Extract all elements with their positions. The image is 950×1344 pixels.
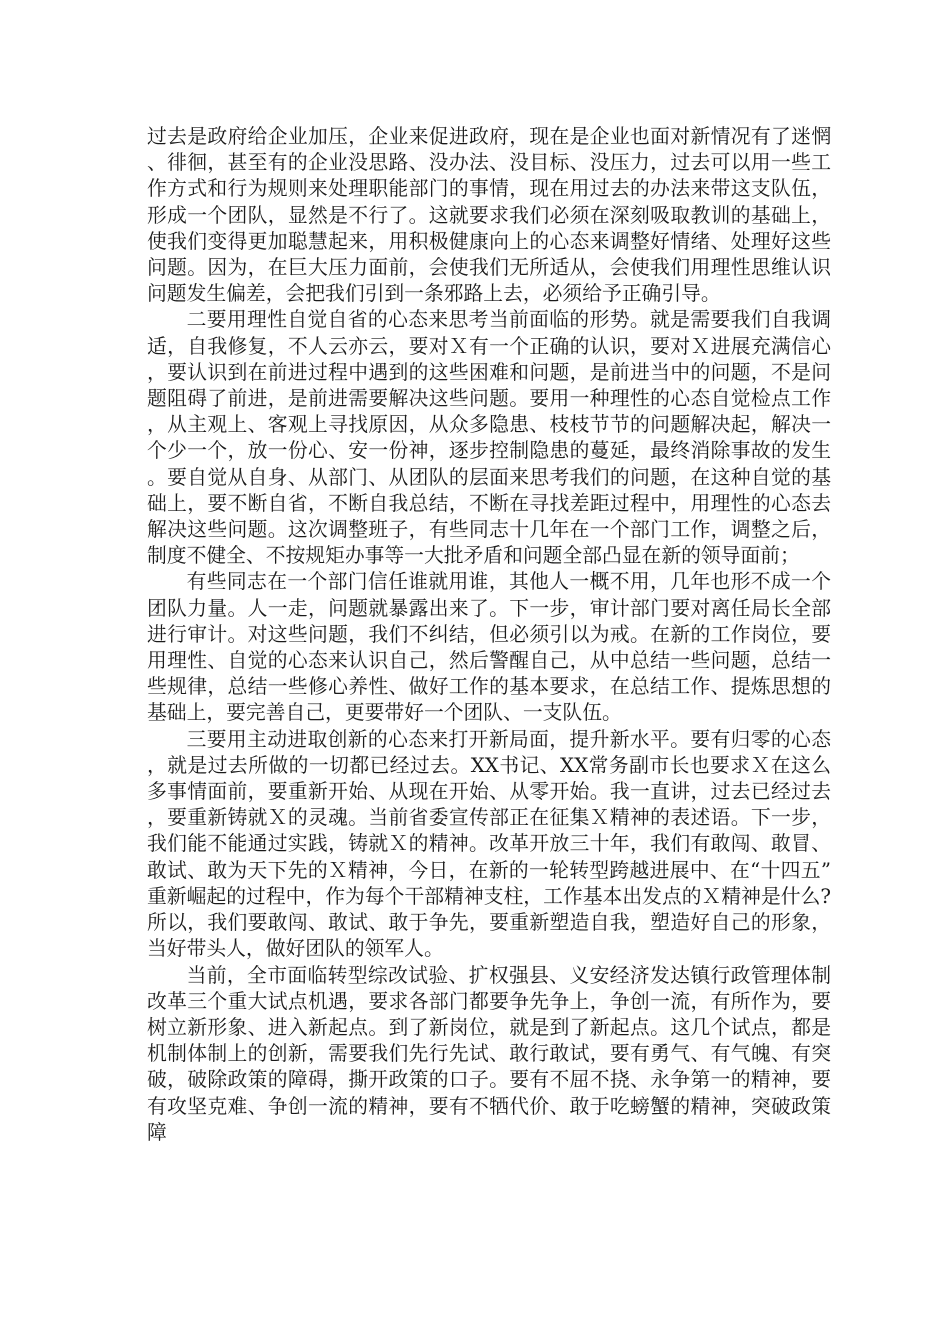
paragraph-5: 当前，全市面临转型综改试验、扩权强县、义安经济发达镇行政管理体制改革三个重大试点机遇，要求各部门都要争先争上，争创一流，有所作为，要树立新形象、进入新起点。到了新岗位，就是到了新起点。这几个试点，都是机制体制上的创新，需要我们先行先试、敢行敢试，要有勇气、有气魄、有突破，破除政策的障碍，撕开政策的口子。要有不屈不挠、永争第一的精神，要有攻坚克难、争创一流的精神，要有不牺代价、敢于吃螃蟹的精神，突破政策障: [147, 963, 831, 1144]
paragraph-2: 二要用理性自觉自省的心态来思考当前面临的形势。就是需要我们自我调适，自我修复，不人云亦云，要对Ｘ有一个正确的认识，要对Ｘ进展充满信心，要认识到在前进过程中遇到的这些困难和问题，是前进当中的问题，不是问题阻碍了前进，是前进需要解决这些问题。要用一种理性的心态自觉检点工作，从主观上、客观上寻找原因，从众多隐患、枝枝节节的问题解决起，解决一个少一个，放一份心、安一份神，逐步控制隐患的蔓延，最终消除事故的发生。要自觉从自身、从部门、从团队的层面来思考我们的问题，在这种自觉的基础上，要不断自省，不断自我总结，不断在寻找差距过程中，用理性的心态去解决这些问题。这次调整班子，有些同志十几年在一个部门工作，调整之后，制度不健全、不按规矩办事等一大批矛盾和问题全部凸显在新的领导面前；: [147, 308, 831, 568]
paragraph-4: 三要用主动进取创新的心态来打开新局面，提升新水平。要有归零的心态，就是过去所做的一切都已经过去。XX书记、XX常务副市长也要求Ｘ在这么多事情面前，要重新开始、从现在开始、从零开始。我一直讲，过去已经过去，要重新铸就Ｘ的灵魂。当前省委宣传部正在征集Ｘ精神的表述语。下一步，我们能不能通过实践，铸就Ｘ的精神。改革开放三十年，我们有敢闯、敢冒、敢试、敢为天下先的Ｘ精神，今日，在新的一轮转型跨越进展中、在“十四五”重新崛起的过程中，作为每个干部精神支柱，工作基本出发点的Ｘ精神是什么?所以，我们要敢闯、敢试、敢于争先，要重新塑造自我，塑造好自己的形象，当好带头人，做好团队的领军人。: [147, 727, 831, 961]
paragraph-3: 有些同志在一个部门信任谁就用谁，其他人一概不用，几年也形不成一个团队力量。人一走，问题就暴露出来了。下一步，审计部门要对离任局长全部进行审计。对这些问题，我们不纠结，但必须引以为戒。在新的工作岗位，要用理性、自觉的心态来认识自己，然后警醒自己，从中总结一些问题，总结一些规律，总结一些修心养性、做好工作的基本要求，在总结工作、提炼思想的基础上，要完善自己，更要带好一个团队、一支队伍。: [147, 570, 831, 725]
document-body: [147, 124, 831, 1146]
paragraph-1: 过去是政府给企业加压，企业来促进政府，现在是企业也面对新情况有了迷惘、徘徊，甚至有的企业没思路、没办法、没目标、没压力，过去可以用一些工作方式和行为规则来处理职能部门的事情，现在用过去的办法来带这支队伍，形成一个团队，显然是不行了。这就要求我们必须在深刻吸取教训的基础上，使我们变得更加聪慧起来，用积极健康向上的心态来调整好情绪、处理好这些问题。因为，在巨大压力面前，会使我们无所适从，会使我们用理性思维认识问题发生偏差，会把我们引到一条邪路上去，必须给予正确引导。: [147, 125, 831, 306]
